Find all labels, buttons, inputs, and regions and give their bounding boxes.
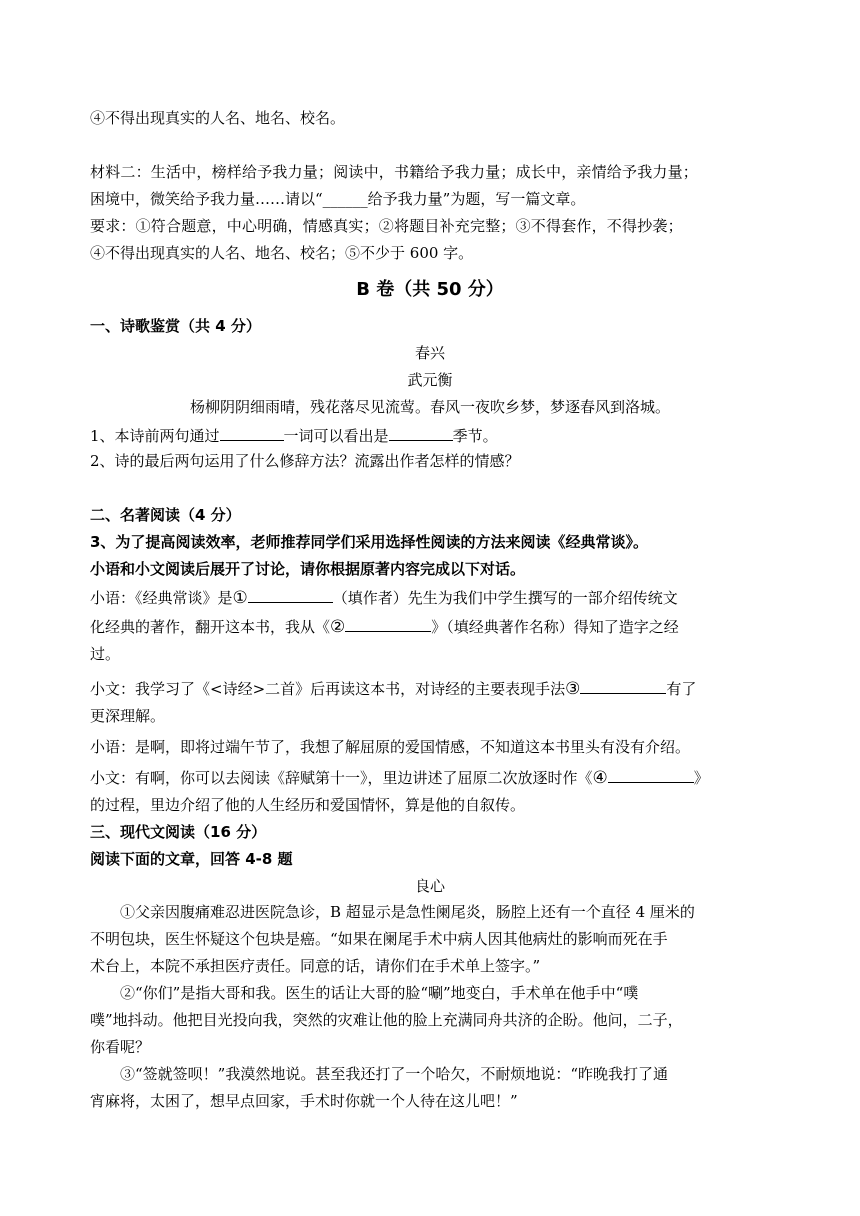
dialogue-1-line1 <box>90 586 678 608</box>
dialogue-1-part-a: 小语：《经典常谈》是 <box>90 589 233 607</box>
article-p2-line3: 你看呢？ <box>90 1038 151 1056</box>
material2-line2-a: 困境中，微笑给予我力量……请以“ <box>90 190 323 208</box>
dialogue-4-line1 <box>90 766 709 788</box>
material2-line1: 材料二：生活中，榜样给予我力量；阅读中，书籍给予我力量；成长中，亲情给予我力量； <box>90 163 699 181</box>
article-title: 良心 <box>414 877 445 895</box>
dialogue-1-part-b: （填作者）先生为我们中学生撰写的一部介绍传统文 <box>332 589 678 607</box>
classics-heading: 二、名著阅读（4 分） <box>90 506 241 524</box>
circled-number-1: ① <box>232 588 248 608</box>
poetry-q1-part-a: 1、本诗前两句通过 <box>90 427 220 445</box>
classics-q3-line2: 小语和小文阅读后展开了讨论，请你根据原著内容完成以下对话。 <box>90 560 526 578</box>
material2-requirements-2: ④不得出现真实的人名、地名、校名；⑤不少于 600 字。 <box>90 244 474 262</box>
material2-title-blank: ______ <box>322 190 368 208</box>
dialogue-4-part-b: 》 <box>693 769 709 787</box>
material2-line2 <box>90 189 585 209</box>
dialogue-1-line2 <box>90 615 679 637</box>
poetry-q1-blank-1 <box>220 424 284 441</box>
poetry-question-1 <box>90 424 498 446</box>
section-b-title: B 卷（共 50 分） <box>356 279 504 300</box>
poem-text: 杨柳阴阴细雨晴，残花落尽见流莺。春风一夜吹乡梦，梦逐春风到洛城。 <box>189 398 670 416</box>
dialogue-2-line2: 更深理解。 <box>90 707 166 725</box>
work-title-blank <box>608 766 694 783</box>
dialogue-3: 小语：是啊，即将过端午节了，我想了解屈原的爱国情感，不知道这本书里头有没有介绍。 <box>90 738 691 756</box>
material2-requirements-1: 要求：①符合题意，中心明确，情感真实；②将题目补充完整；③不得套作，不得抄袭； <box>90 217 683 235</box>
circled-number-3: ③ <box>565 679 581 699</box>
poetry-q1-part-c: 季节。 <box>452 427 498 445</box>
technique-blank <box>580 677 666 694</box>
dialogue-2-part-a: 小文：我学习了《<诗经>二首》后再读这本书，对诗经的主要表现手法 <box>90 680 566 698</box>
dialogue-2-line1 <box>90 677 696 699</box>
classics-q3-line1: 3、为了提高阅读效率，老师推荐同学们采用选择性阅读的方法来阅读《经典常谈》。 <box>90 533 648 551</box>
article-p2-line1: ②“你们”是指大哥和我。医生的话让大哥的脸“唰”地变白，手术单在他手中“噗 <box>120 984 639 1002</box>
modern-heading: 三、现代文阅读（16 分） <box>90 823 267 841</box>
material1-requirement-end: ④不得出现真实的人名、地名、校名。 <box>90 109 346 127</box>
dialogue-2-part-b: 有了 <box>666 680 697 698</box>
material2-line2-c: 给予我力量”为题，写一篇文章。 <box>367 190 586 208</box>
circled-number-4: ④ <box>592 768 608 788</box>
dialogue-1-line3: 过。 <box>90 645 121 663</box>
poem-title: 春兴 <box>414 344 445 362</box>
article-p3-line1: ③“签就签呗！”我漠然地说。甚至我还打了一个哈欠，不耐烦地说：“昨晚我打了通 <box>120 1065 669 1083</box>
poem-author: 武元衡 <box>407 371 453 389</box>
author-blank <box>248 586 333 603</box>
classic-title-blank <box>345 615 431 632</box>
dialogue-1-part-c: 化经典的著作，翻开这本书，我从《 <box>90 618 331 636</box>
article-p1-line3: 术台上，本院不承担医疗责任。同意的话，请你们在手术单上签字。” <box>90 957 541 975</box>
poetry-heading: 一、诗歌鉴赏（共 4 分） <box>90 317 261 335</box>
modern-instruction: 阅读下面的文章，回答 4-8 题 <box>90 850 293 868</box>
article-p2-line2: 噗”地抖动。他把目光投向我，突然的灾难让他的脸上充满同舟共济的企盼。他问，二子， <box>90 1011 683 1029</box>
dialogue-4-part-a: 小文：有啊，你可以去阅读《辞赋第十一》，里边讲述了屈原二次放逐时作《 <box>90 769 593 787</box>
article-p3-line2: 宵麻将，太困了，想早点回家，手术时你就一个人待在这儿吧！” <box>90 1092 518 1110</box>
poetry-q1-blank-2 <box>389 424 453 441</box>
circled-number-2: ② <box>330 617 346 637</box>
dialogue-4-line2: 的过程，里边介绍了他的人生经历和爱国情怀，算是他的自叙传。 <box>90 796 526 814</box>
poetry-q1-part-b: 一词可以看出是 <box>283 427 389 445</box>
article-p1-line2: 不明包块，医生怀疑这个包块是癌。“如果在阑尾手术中病人因其他病灶的影响而死在手 <box>90 930 668 948</box>
article-p1-line1: ①父亲因腹痛难忍进医院急诊，B 超显示是急性阑尾炎，肠腔上还有一个直径 4 厘米的 <box>120 903 695 921</box>
poetry-question-2: 2、诗的最后两句运用了什么修辞方法？流露出作者怎样的情感？ <box>90 452 520 470</box>
dialogue-1-part-d: 》（填经典著作名称）得知了造字之经 <box>431 618 679 636</box>
